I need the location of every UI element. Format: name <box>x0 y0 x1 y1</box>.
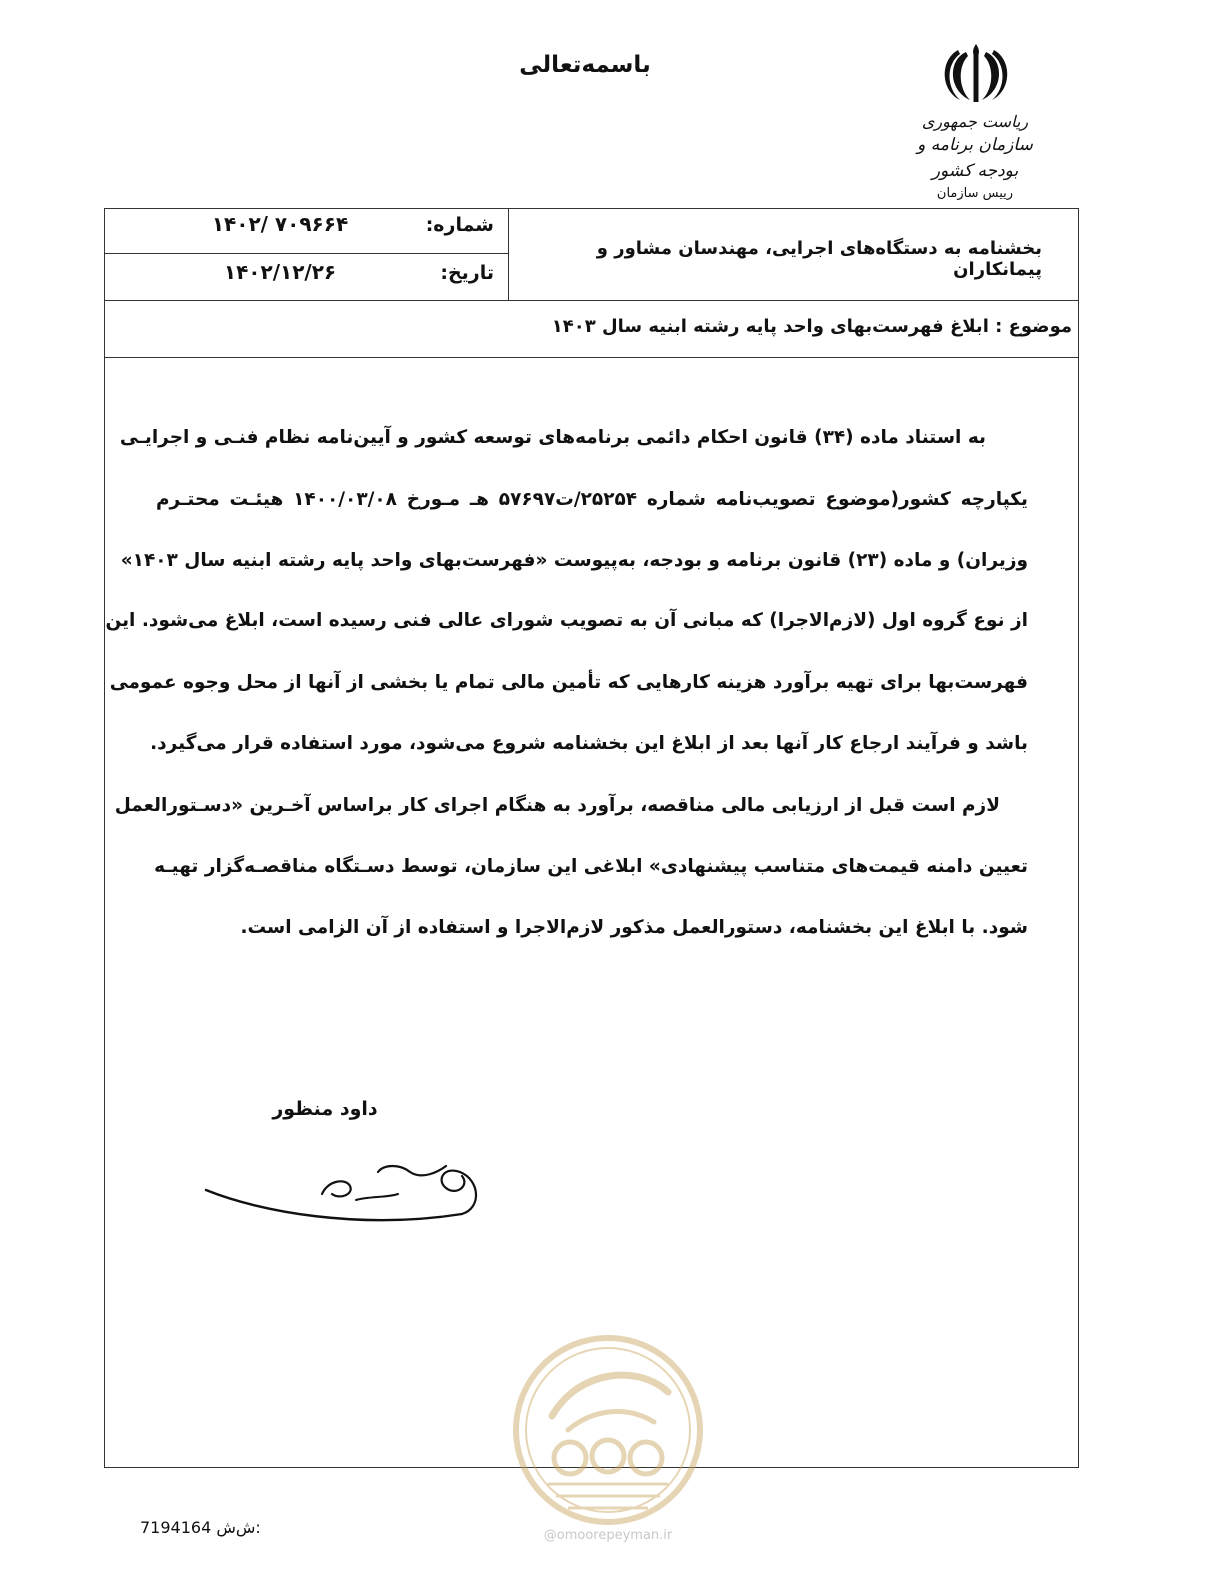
subject-bottom-divider <box>104 357 1079 358</box>
body-line: باشد و فرآیند ارجاع کار آنها بعد از ابلاغ این بخشنامه شروع می‌شود، مورد استفاده قرار می‌گیرد. <box>150 733 1028 754</box>
document-frame <box>104 208 1079 1468</box>
organization-title <box>900 112 1050 184</box>
body-line: شود. با ابلاغ این بخشنامه، دستورالعمل مذکور لازم‌الاجرا و استفاده از آن الزامی است. <box>240 917 1028 938</box>
subject-line: موضوع : ابلاغ فهرست‌بهای واحد پایه رشته ابنیه سال ۱۴۰۳ <box>551 316 1072 337</box>
date-label: تاریخ: <box>440 262 494 284</box>
iran-emblem-icon <box>936 40 1016 106</box>
watermark-seal-icon <box>508 1330 708 1530</box>
footer-code <box>140 1518 280 1537</box>
number-value: ۱۴۰۲/ ۷۰۹۶۶۴ <box>211 212 349 236</box>
body-line: یکپارچه کشور(موضوع تصویب‌نامه شماره ۲۵۲۵۴/ت۵۷۶۹۷ هـ مـورخ ۱۴۰۰/۰۳/۰۸ هیئـت محتـرم <box>156 489 1028 510</box>
body-line: از نوع گروه اول (لازم‌الاجرا) که مبانی آن به تصویب شورای عالی فنی رسیده است، ابلاغ می‌شود. این <box>105 610 1028 631</box>
org-line-organization: سازمان برنامه و بودجه کشور <box>917 135 1033 181</box>
basmala-heading: باسمه‌تعالی <box>519 52 651 78</box>
meta-horizontal-divider <box>104 253 508 254</box>
handwritten-signature <box>200 1150 490 1230</box>
body-line: وزیران) و ماده (۲۳) قانون برنامه و بودجه، به‌پیوست «فهرست‌بهای واحد پایه رشته ابنیه سال ۱۴۰۳» <box>120 550 1028 571</box>
body-line: لازم است قبل از ارزیابی مالی مناقصه، برآورد به هنگام اجرای کار براساس آخـرین «دسـتورالعمل <box>114 795 1000 816</box>
body-line: فهرست‌بها برای تهیه برآورد هزینه کارهایی که تأمین مالی تمام یا بخشی از آنها از محل وجوه عمومی <box>109 672 1028 693</box>
recipients-line: بخشنامه به دستگاه‌های اجرایی، مهندسان مشاور و پیمانکاران <box>596 238 1042 280</box>
body-line: تعیین دامنه قیمت‌های متناسب پیشنهادی» ابلاغی این سازمان، توسط دسـتگاه مناقصـه‌گزار تهیـه <box>154 856 1028 877</box>
footer-code-label: ش‌ش: <box>216 1518 261 1537</box>
org-head-title: رییس سازمان <box>936 186 1014 201</box>
footer-code-value: 7194164 <box>140 1518 212 1537</box>
meta-vertical-divider <box>508 208 509 300</box>
date-value: ۱۴۰۲/۱۲/۲۶ <box>223 260 337 284</box>
signer-name: داود منظور <box>272 1098 378 1120</box>
body-line: به استناد ماده (۳۴) قانون احکام دائمی برنامه‌های توسعه کشور و آیین‌نامه نظام فنـی و اجرایـی <box>119 427 986 448</box>
watermark-handle: @omoorepeyman.ir <box>543 1528 673 1543</box>
org-line-presidency: ریاست جمهوری <box>921 112 1029 131</box>
number-label: شماره: <box>425 214 494 236</box>
subject-top-divider <box>104 300 1079 301</box>
